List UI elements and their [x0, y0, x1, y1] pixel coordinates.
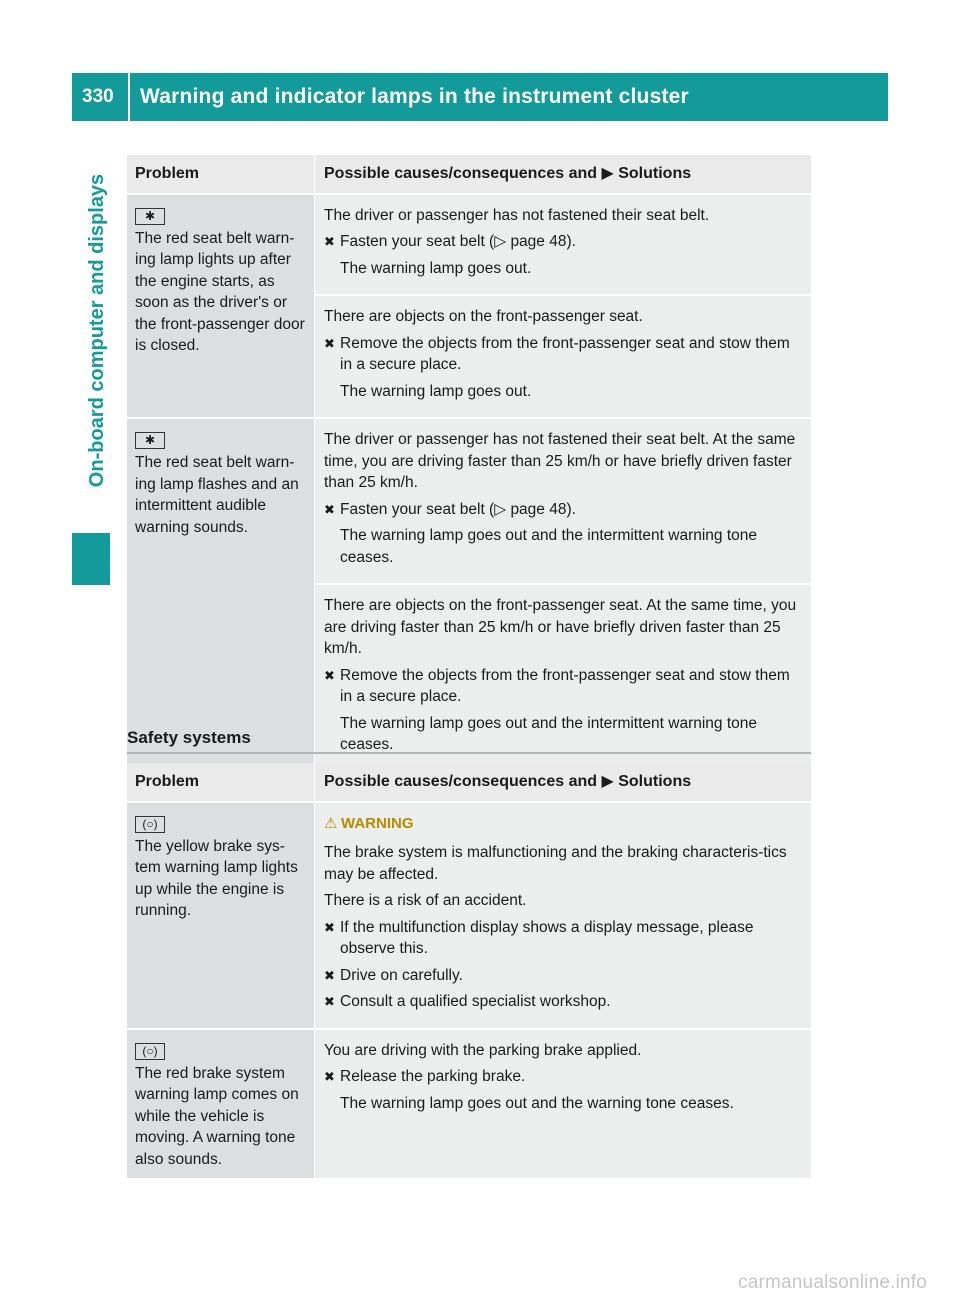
- step-arrow-icon: ✖: [324, 501, 335, 517]
- page-title: Warning and indicator lamps in the instrument cluster: [140, 85, 689, 108]
- column-header-causes-text: Possible causes/consequences and: [324, 773, 598, 790]
- solution-cell: [315, 802, 812, 1029]
- cause-text: There are objects on the front-passenger seat.: [324, 308, 643, 325]
- brake-icon: (○): [135, 1043, 165, 1060]
- action-step: [324, 665, 803, 708]
- table-header-row: [127, 763, 811, 802]
- header-divider: [128, 73, 130, 121]
- result-text: The warning lamp goes out and the warning tone ceases.: [340, 1094, 734, 1112]
- action-step: [324, 499, 803, 521]
- solution-cell: [315, 418, 812, 584]
- result-text: The warning lamp goes out.: [340, 382, 532, 400]
- solution-cell: [315, 295, 812, 418]
- seat-belt-icon: ✱: [135, 208, 165, 225]
- solution-cell: [315, 194, 812, 296]
- column-header-causes: [315, 763, 812, 802]
- step-text: Fasten your seat belt (▷ page 48).: [340, 500, 576, 518]
- table-row: [127, 1029, 811, 1179]
- problem-text: The red seat belt warn-ing lamp flashes and an intermittent audible warning sounds.: [135, 454, 299, 536]
- step-text: Remove the objects from the front-passenger seat and stow them in a secure place.: [340, 334, 790, 373]
- action-step: [324, 965, 803, 987]
- result-text: The warning lamp goes out.: [340, 259, 532, 277]
- action-step: [324, 917, 803, 960]
- side-marker: [72, 533, 110, 585]
- column-header-problem: Problem: [127, 155, 315, 194]
- step-arrow-icon: ✖: [324, 1069, 335, 1084]
- column-header-solutions-text: Solutions: [618, 773, 692, 790]
- step-text: Drive on carefully.: [340, 966, 463, 984]
- step-arrow-icon: ✖: [324, 335, 335, 351]
- seat-belt-table: [127, 155, 811, 771]
- step-arrow-icon: ✖: [324, 667, 335, 683]
- brake-icon: (○): [135, 816, 165, 833]
- arrow-icon: ▶: [601, 165, 614, 182]
- side-label-text: On-board computer and displays: [86, 173, 109, 487]
- risk-text: There is a risk of an accident.: [324, 892, 527, 909]
- cause-text: The driver or passenger has not fastened their seat belt. At the same time, you are driving faster than 25 km/h or have briefly driven faster than 25 km/h.: [324, 431, 796, 491]
- step-arrow-icon: ✖: [324, 967, 335, 983]
- action-step: [324, 333, 803, 376]
- table-row: [127, 418, 811, 584]
- page-number: 330: [82, 86, 114, 107]
- problem-cell: [127, 802, 315, 1029]
- result-text: The warning lamp goes out and the intermittent warning tone ceases.: [340, 527, 758, 566]
- result-text: The warning lamp goes out and the intermittent warning tone ceases.: [340, 714, 758, 753]
- side-section-label: [76, 125, 120, 535]
- page-header: [72, 73, 888, 121]
- solution-cell: [315, 1029, 812, 1179]
- step-text: Release the parking brake.: [340, 1068, 526, 1085]
- safety-systems-table: [127, 763, 811, 1178]
- step-text: Fasten your seat belt (▷ page 48).: [340, 233, 576, 250]
- section-heading: Safety systems: [127, 728, 811, 754]
- step-arrow-icon: ✖: [324, 234, 335, 249]
- table-header-row: [127, 155, 811, 194]
- problem-cell: [127, 418, 315, 771]
- step-arrow-icon: ✖: [324, 919, 335, 935]
- column-header-solutions-text: Solutions: [618, 165, 692, 182]
- problem-cell: [127, 194, 315, 419]
- problem-cell: [127, 1029, 315, 1179]
- cause-text: There are objects on the front-passenger seat. At the same time, you are driving faster than 25 km/h or have briefly driven faster than 25 km/h.: [324, 597, 797, 657]
- warning-heading: [324, 813, 803, 835]
- table-row: [127, 802, 811, 1029]
- seat-belt-icon: ✱: [135, 432, 165, 449]
- warning-label: WARNING: [341, 814, 414, 832]
- warning-triangle-icon: ⚠: [324, 814, 338, 832]
- cause-text: You are driving with the parking brake applied.: [324, 1041, 642, 1059]
- column-header-problem: Problem: [127, 763, 315, 802]
- warning-text: The brake system is malfunctioning and the braking characteris-tics may be affected.: [324, 844, 787, 883]
- table-row: [127, 194, 811, 296]
- problem-text: The red brake system warning lamp comes on while the vehicle is moving. A warning tone also sounds.: [135, 1064, 299, 1168]
- action-step: [324, 1066, 803, 1088]
- action-step: [324, 991, 803, 1013]
- action-step: [324, 231, 803, 253]
- problem-text: The yellow brake sys-tem warning lamp lights up while the engine is running.: [135, 837, 298, 919]
- arrow-icon: ▶: [601, 773, 614, 790]
- step-text: Consult a qualified specialist workshop.: [340, 993, 611, 1010]
- watermark: carmanualsonline.info: [738, 1272, 928, 1293]
- problem-text: The red seat belt warn-ing lamp lights up after the engine starts, as soon as the driver's or the front-passenger door is closed.: [135, 229, 305, 354]
- step-text: If the multifunction display shows a display message, please observe this.: [340, 918, 754, 957]
- column-header-causes-text: Possible causes/consequences and: [324, 165, 598, 182]
- column-header-causes: [315, 155, 812, 194]
- step-text: Remove the objects from the front-passenger seat and stow them in a secure place.: [340, 666, 790, 705]
- step-arrow-icon: ✖: [324, 994, 335, 1009]
- cause-text: The driver or passenger has not fastened their seat belt.: [324, 206, 710, 224]
